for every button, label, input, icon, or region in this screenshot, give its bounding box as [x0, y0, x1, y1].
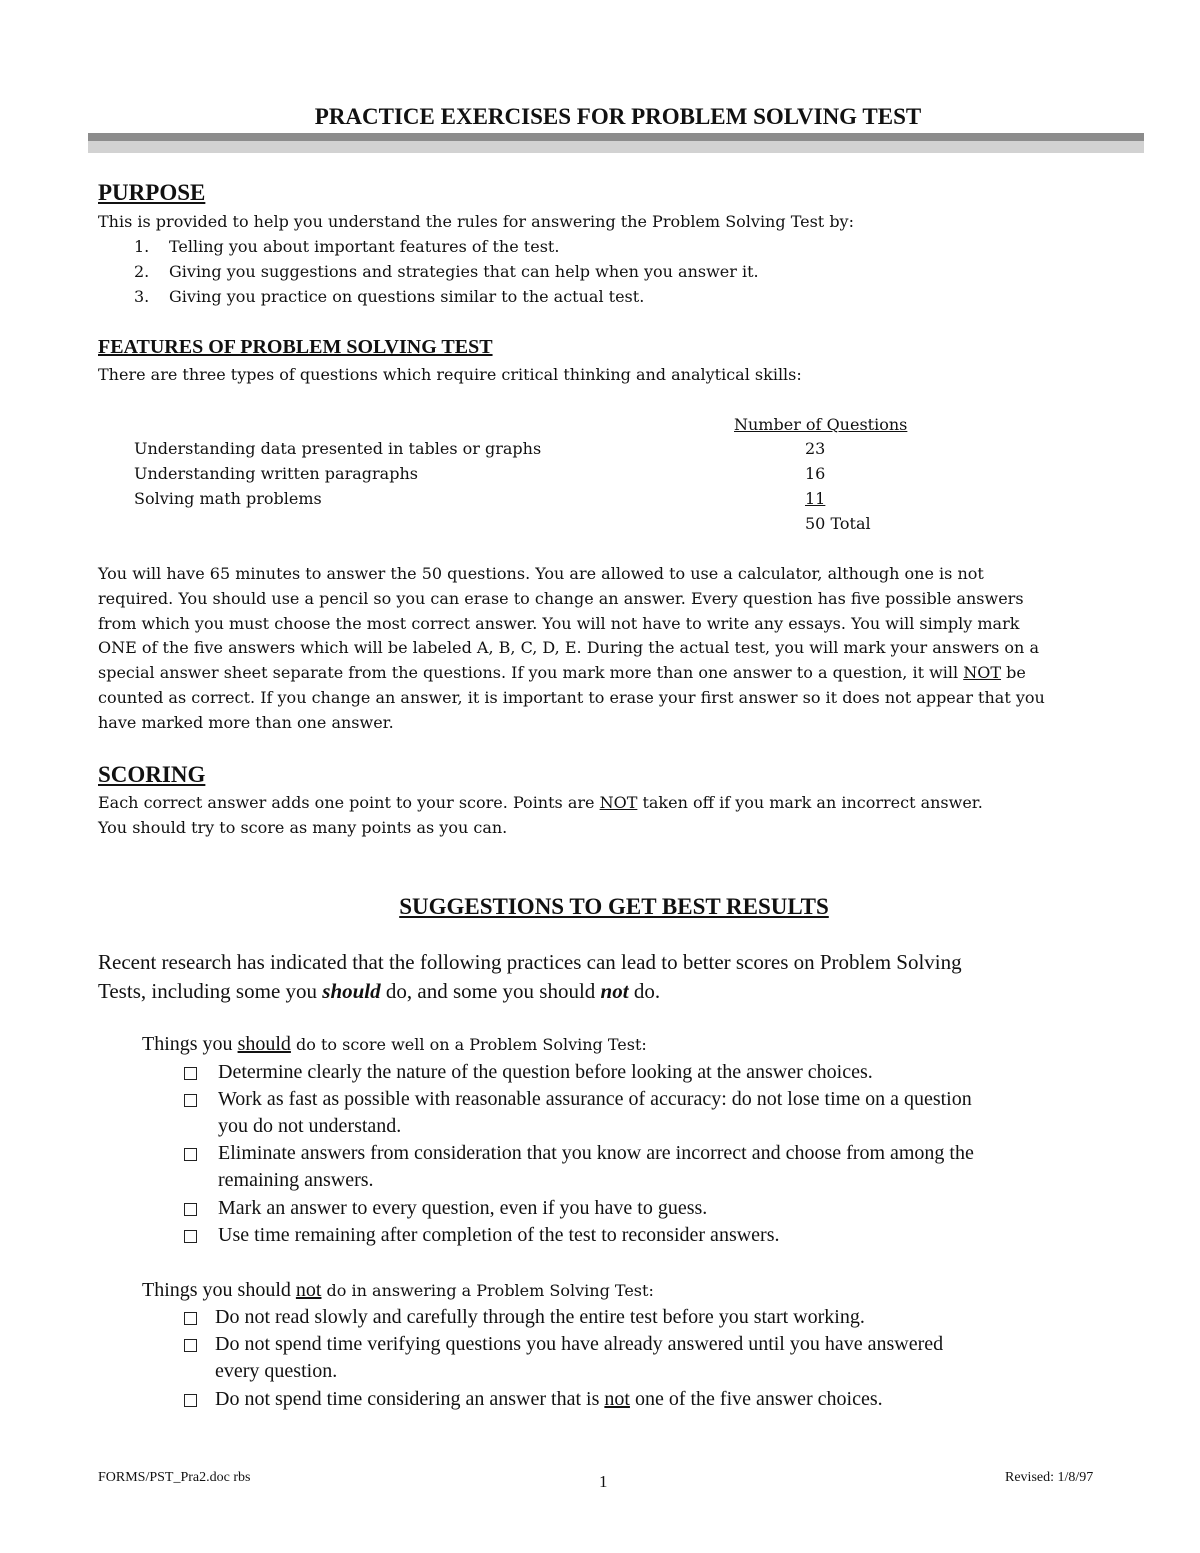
purpose-item-num-2: 2.	[134, 262, 150, 281]
checkbox-icon	[184, 1067, 197, 1080]
footer-filename: FORMS/PST_Pra2.doc rbs	[98, 1470, 251, 1485]
features-row-label-3: Solving math problems	[134, 489, 322, 508]
item-text: Use time remaining after completion of the test to reconsider answers.	[218, 1224, 780, 1246]
item-text: remaining answers.	[218, 1169, 374, 1191]
paragraph-text: special answer sheet separate from the questions. If you mark more than one answer to a question, it will	[98, 663, 964, 683]
paragraph-line: You will have 65 minutes to answer the 50 questions. You are allowed to use a calculator, although one is not	[98, 564, 984, 583]
emphasis-should: should	[237, 1033, 291, 1055]
page-title: PRACTICE EXERCISES FOR PROBLEM SOLVING TEST	[314, 104, 922, 129]
features-intro: There are three types of questions which require critical thinking and analytical skills:	[98, 365, 802, 384]
purpose-item-num-1: 1.	[134, 237, 150, 256]
item-text: Do not spend time verifying questions you have already answered until you have answered	[215, 1333, 944, 1355]
header-text: Things you should	[142, 1279, 296, 1301]
paragraph-line: from which you must choose the most correct answer. You will not have to write any essays. You will simply mark	[98, 613, 1020, 633]
purpose-item-3: Giving you practice on questions similar to the actual test.	[169, 287, 645, 306]
intro-text: do.	[628, 979, 661, 1003]
features-row-label-1: Understanding data presented in tables or graphs	[134, 439, 542, 458]
purpose-heading: PURPOSE	[98, 180, 206, 205]
checkbox-icon	[184, 1394, 197, 1407]
item-text: Work as fast as possible with reasonable assurance of accuracy: do not lose time on a question	[218, 1088, 972, 1110]
suggestions-intro-line-2	[98, 978, 660, 1005]
item-text-part: one of the five answer choices.	[629, 1388, 883, 1410]
item-text: you do not understand.	[218, 1115, 402, 1137]
features-row-value-1: 23	[805, 439, 826, 458]
title-rule-dark	[88, 133, 1144, 141]
checkbox-icon	[184, 1203, 197, 1216]
purpose-item-2: Giving you suggestions and strategies that can help when you answer it.	[169, 262, 759, 281]
features-paragraph	[98, 562, 1045, 736]
intro-text: do, and some you should	[380, 979, 601, 1003]
item-text: Mark an answer to every question, even if you have to guess.	[218, 1197, 708, 1219]
scoring-heading: SCORING	[98, 762, 206, 787]
checkbox-icon	[184, 1339, 197, 1352]
intro-text: Tests, including some you	[98, 979, 323, 1003]
purpose-item-num-3: 3.	[134, 287, 150, 306]
suggestions-intro-line-1: Recent research has indicated that the following practices can lead to better scores on Problem Solving	[98, 950, 962, 974]
scoring-text: Each correct answer adds one point to your score. Points are	[98, 793, 600, 812]
questions-column-header: Number of Questions	[734, 415, 908, 434]
features-row-label-2: Understanding written paragraphs	[134, 464, 418, 483]
item-text: Do not read slowly and carefully through the entire test before you start working.	[215, 1306, 865, 1328]
suggestions-heading: SUGGESTIONS TO GET BEST RESULTS	[399, 894, 829, 919]
paragraph-text: be	[1001, 663, 1026, 683]
features-heading: FEATURES OF PROBLEM SOLVING TEST	[98, 336, 493, 358]
item-text	[215, 1386, 883, 1413]
title-rule-light	[88, 141, 1144, 153]
emphasis-should: should	[322, 979, 381, 1003]
paragraph-line: required. You should use a pencil so you can erase to change an answer. Every question has five possible answers	[98, 588, 1024, 608]
emphasis-not: NOT	[599, 793, 638, 812]
checkbox-icon	[184, 1312, 197, 1325]
features-row-value-3: 11	[805, 489, 826, 508]
paragraph-line: ONE of the five answers which will be labeled A, B, C, D, E. During the actual test, you will mark your answers on a	[98, 638, 1039, 658]
checkbox-icon	[184, 1230, 197, 1243]
emphasis-not: NOT	[963, 663, 1002, 683]
item-text: Determine clearly the nature of the question before looking at the answer choices.	[218, 1061, 873, 1083]
paragraph-line	[98, 661, 1045, 686]
item-text: every question.	[215, 1360, 338, 1382]
header-text: do in answering a Problem Solving Test:	[321, 1281, 654, 1300]
not-header	[142, 1277, 654, 1304]
features-row-value-2: 16	[805, 464, 826, 483]
emphasis-not: not	[604, 1388, 630, 1410]
footer-revised: Revised: 1/8/97	[1005, 1470, 1094, 1485]
paragraph-line: have marked more than one answer.	[98, 712, 394, 732]
footer-page-number: 1	[599, 1472, 608, 1491]
scoring-line-2: You should try to score as many points as you can.	[98, 818, 508, 837]
scoring-text: taken off if you mark an incorrect answer.	[637, 793, 983, 812]
purpose-intro: This is provided to help you understand the rules for answering the Problem Solving Test by:	[98, 212, 854, 231]
paragraph-line: counted as correct. If you change an answer, it is important to erase your first answer so it does not appear that you	[98, 687, 1045, 707]
header-text: do to score well on a Problem Solving Test:	[290, 1035, 647, 1054]
purpose-item-1: Telling you about important features of the test.	[169, 237, 560, 256]
emphasis-not: not	[295, 1279, 322, 1301]
item-text-part: Do not spend time considering an answer that is	[215, 1388, 605, 1410]
checkbox-icon	[184, 1094, 197, 1107]
header-text: Things you	[142, 1033, 238, 1055]
emphasis-not: not	[600, 979, 629, 1003]
item-text: Eliminate answers from consideration that you know are incorrect and choose from among the	[218, 1142, 974, 1164]
checkbox-icon	[184, 1148, 197, 1161]
scoring-line-1	[98, 790, 983, 815]
features-total: 50 Total	[805, 514, 871, 533]
should-header	[142, 1031, 647, 1058]
